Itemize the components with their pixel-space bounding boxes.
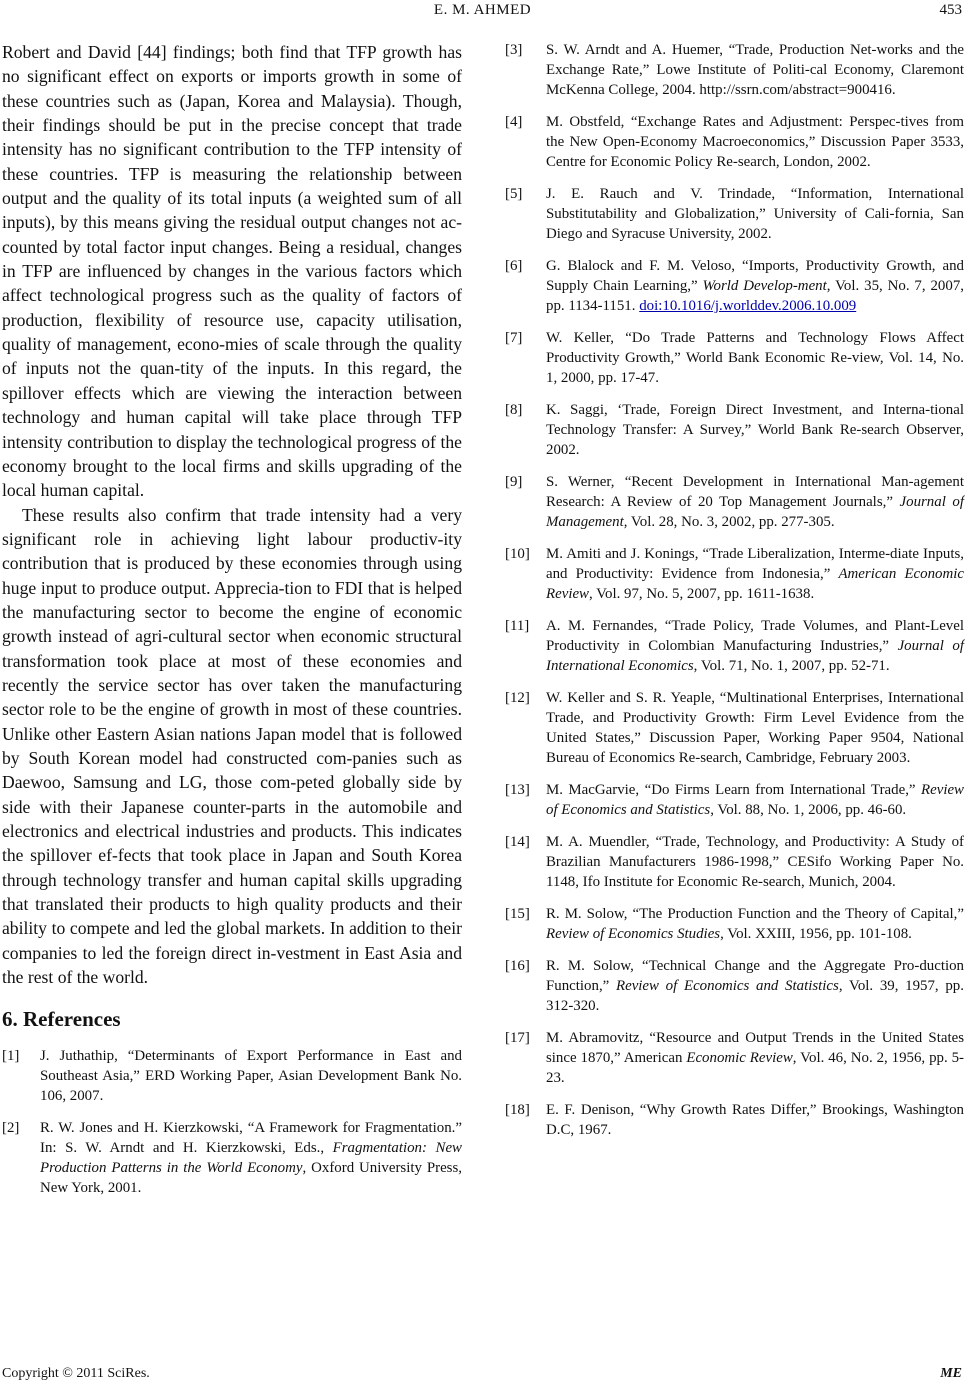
reference-text-tail: , Vol. 88, No. 1, 2006, pp. 46-60. [710, 802, 907, 818]
reference-text-main: R. W. Jones and H. Kierzkowski, “A Framework for Fragmentation.” In: S. W. Arndt and H. Kierzkowski, Eds., [40, 1120, 462, 1157]
reference-item [2, 1118, 462, 1198]
reference-source-italic: Review of Economics and Statistics [546, 782, 964, 818]
reference-item [505, 544, 964, 604]
reference-text [546, 618, 964, 674]
reference-text-main: S. Werner, “Recent Development in International Man-agement Research: A Review of 20 Top Management Journals,” [546, 474, 964, 510]
reference-text-main: J. Juthathip, “Determinants of Export Performance in East and Southeast Asia,” ERD Working Paper, Asian Development Bank No. 106, 2007. [40, 1048, 462, 1105]
page-number: 453 [939, 2, 962, 18]
reference-item [505, 472, 964, 532]
reference-text [546, 186, 964, 242]
reference-item [505, 780, 964, 820]
reference-list-left [2, 1046, 462, 1198]
reference-number: [14] [505, 834, 530, 850]
reference-source-italic: Review of Economics Studies [546, 926, 721, 942]
reference-number: [4] [505, 114, 523, 130]
reference-text [546, 42, 964, 98]
reference-number: [1] [2, 1048, 20, 1065]
reference-number: [5] [505, 186, 523, 202]
left-column [2, 40, 462, 1210]
references-heading: 6. References [2, 1007, 121, 1032]
reference-text-main: R. M. Solow, “Technical Change and the Aggregate Pro-duction Function,” [546, 958, 964, 994]
reference-source-italic: Journal of International Economics [546, 638, 964, 674]
body-paragraph: Robert and David [44] findings; both find that TFP growth has no significant effect on exports or imports growth in some of these countries such as (Japan, Korea and Malaysia). Though, their findings should be put in the precise concept that trade intensity has no significant contribution to the TFP intensity of these countries. TFP is measuring the relationship between output and the quality of its total inputs (a weighted sum of all inputs), by this means giving the residual output changes not ac-counted by total factor input changes. Being a residual, changes in TFP are influenced by changes in the various factors which affect technological progress such as the quality of factors of production, flexibility of resource use, capacity utilisation, quality of management, econo-mies of scale through the quality of inputs not the quan-tity of the inputs. In this regard, the spillover effects which are viewing the interaction between technology and human capital will take place through TFP intensity contribution to display the technological progress of the economy brought to the local firms and skills upgrading of the local human capital. [2, 42, 462, 501]
reference-item [505, 112, 964, 172]
reference-text-tail: , Vol. 71, No. 1, 2007, pp. 52-71. [693, 658, 890, 674]
reference-text-main: G. Blalock and F. M. Veloso, “Imports, Productivity Growth, and Supply Chain Learning,” [546, 258, 964, 294]
reference-text [546, 330, 964, 386]
reference-text-main: M. A. Muendler, “Trade, Technology, and Productivity: A Study of Brazilian Manufacturers 1986-1998,” CESifo Working Paper No. 1148, Ifo Institute for Economic Re-search, Munich, 2004. [546, 834, 964, 890]
reference-text [546, 114, 964, 170]
reference-text [40, 1120, 462, 1196]
reference-text-tail: , Vol. 35, No. 7, 2007, pp. 1134-1151. [546, 278, 964, 314]
reference-number: [8] [505, 402, 523, 418]
reference-text-main: J. E. Rauch and V. Trindade, “Information, International Substitutability and Globalization,” University of Cali-fornia, San Diego and Syracuse University, 2002. [546, 186, 964, 242]
reference-number: [16] [505, 958, 530, 974]
doi-link[interactable]: doi:10.1016/j.worlddev.2006.10.009 [639, 298, 857, 314]
reference-text-tail: , Vol. 97, No. 5, 2007, pp. 1611-1638. [589, 586, 815, 602]
reference-item [2, 1046, 462, 1106]
reference-list-right [505, 40, 964, 1140]
reference-source-italic: World Develop-ment [702, 278, 827, 294]
reference-number: [2] [2, 1120, 20, 1137]
body-paragraph: These results also confirm that trade intensity had a very significant role in achieving light labour productiv-ity contribution that is produced by these economies through using huge input to produce output. Apprecia-tion to FDI that is helped the manufacturing sector to become the engine of economic growth instead of agri-cultural sector when economic structural transformation took place at most of these economies and recently the service sector has over taken the manufacturing sector role to be the engine of growth in most of these countries. Unlike other Eastern Asian nations Japan model that is followed by South Korean model had constructed com-panies such as Daewoo, Samsung and LG, those com-peted globally side by side with their Japanese counter-parts in the automobile and electronics and electrical industries and products. This indicates the spillover ef-fects that took place in Japan and South Korea through technology transfer and human capital skills upgrading that translated their products to high quality products and their ability to compete and led the global markets. In addition to their companies to led the foreign direct in-vestment in East Asia and the rest of the world. [2, 504, 462, 988]
reference-number: [17] [505, 1030, 530, 1046]
reference-text [546, 834, 964, 890]
reference-text-main: S. W. Arndt and A. Huemer, “Trade, Production Net-works and the Exchange Rate,” Lowe Institute of Politi-cal Economy, Claremont McKenna College, 2004. http://ssrn.com/abstract=900416. [546, 42, 964, 98]
reference-text-main: W. Keller, “Do Trade Patterns and Technology Flows Affect Productivity Growth,” World Bank Economic Re-view, Vol. 14, No. 1, 2000, pp. 17-47. [546, 330, 964, 386]
reference-text [546, 906, 964, 942]
reference-number: [7] [505, 330, 523, 346]
copyright-notice: Copyright © 2011 SciRes. [2, 1366, 150, 1381]
reference-source-italic: American Economic Review [546, 566, 964, 602]
reference-number: [11] [505, 618, 530, 634]
reference-item [505, 904, 964, 944]
reference-text [546, 958, 964, 1014]
reference-number: [6] [505, 258, 523, 274]
reference-text-tail: , Vol. 39, 1957, pp. 312-320. [546, 978, 964, 1014]
reference-text-main: K. Saggi, ‘Trade, Foreign Direct Investment, and Interna-tional Technology Transfer: A Survey,” World Bank Re-search Observer, 2002. [546, 402, 964, 458]
page-header [0, 0, 965, 30]
reference-number: [9] [505, 474, 523, 490]
reference-item [505, 184, 964, 244]
reference-text-tail: , Vol. 28, No. 3, 2002, pp. 277-305. [623, 514, 835, 530]
reference-source-italic: Review of Economics and Statistics [615, 978, 839, 994]
reference-item [505, 956, 964, 1016]
reference-number: [13] [505, 782, 530, 798]
reference-item [505, 328, 964, 388]
reference-item [505, 688, 964, 768]
reference-source-italic: Fragmentation: New Production Patterns in the World Economy [40, 1140, 462, 1177]
reference-number: [15] [505, 906, 530, 922]
running-head-author: E. M. AHMED [433, 2, 532, 18]
reference-text-main: M. Obstfeld, “Exchange Rates and Adjustment: Perspec-tives from the New Open-Economy Macroeconomics,” Discussion Paper 3533, Centre for Economic Policy Re-search, London, 2002. [546, 114, 964, 170]
reference-source-italic: Journal of Management [546, 494, 964, 530]
right-column [505, 40, 964, 1152]
reference-text-tail: , Vol. XXIII, 1956, pp. 101-108. [720, 926, 912, 942]
reference-text-main: M. Amiti and J. Konings, “Trade Liberalization, Interme-diate Inputs, and Productivity: Evidence from Indonesia,” [546, 546, 964, 582]
reference-text [546, 474, 964, 530]
reference-text [546, 782, 964, 818]
reference-number: [3] [505, 42, 523, 58]
reference-item [505, 1100, 964, 1140]
reference-text-tail: , Oxford University Press, New York, 2001. [40, 1160, 462, 1197]
reference-text-main: R. M. Solow, “The Production Function and the Theory of Capital,” [546, 906, 964, 922]
reference-number: [10] [505, 546, 530, 562]
reference-text [546, 690, 964, 766]
reference-text [40, 1048, 462, 1104]
reference-source-italic: Economic Review [686, 1050, 793, 1066]
reference-text-main: E. F. Denison, “Why Growth Rates Differ,” Brookings, Washington D.C, 1967. [546, 1102, 964, 1138]
reference-text [546, 546, 964, 602]
reference-item [505, 400, 964, 460]
reference-text [546, 1102, 964, 1138]
reference-item [505, 256, 964, 316]
page-footer [2, 1366, 962, 1382]
reference-text [546, 258, 964, 314]
reference-number: [12] [505, 690, 530, 706]
journal-abbrev: ME [940, 1366, 962, 1381]
reference-item [505, 616, 964, 676]
reference-item [505, 40, 964, 100]
reference-item [505, 1028, 964, 1088]
reference-text [546, 1030, 964, 1086]
reference-number: [18] [505, 1102, 530, 1118]
reference-text-tail: , Vol. 46, No. 2, 1956, pp. 5-23. [546, 1050, 965, 1086]
reference-text-main: W. Keller and S. R. Yeaple, “Multinational Enterprises, International Trade, and Productivity Growth: Firm Level Evidence from the United States,” Discussion Paper, Working Paper 9504, National Bureau of Economics Re-search, Cambridge, February 2003. [546, 690, 964, 766]
reference-text-main: A. M. Fernandes, “Trade Policy, Trade Volumes, and Plant-Level Productivity in Colombian Manufacturing Industries,” [546, 618, 964, 654]
reference-item [505, 832, 964, 892]
reference-text-main: M. Abramovitz, “Resource and Output Trends in the United States since 1870,” American [546, 1030, 964, 1066]
reference-text-main: M. MacGarvie, “Do Firms Learn from International Trade,” [546, 782, 921, 798]
reference-text [546, 402, 964, 458]
